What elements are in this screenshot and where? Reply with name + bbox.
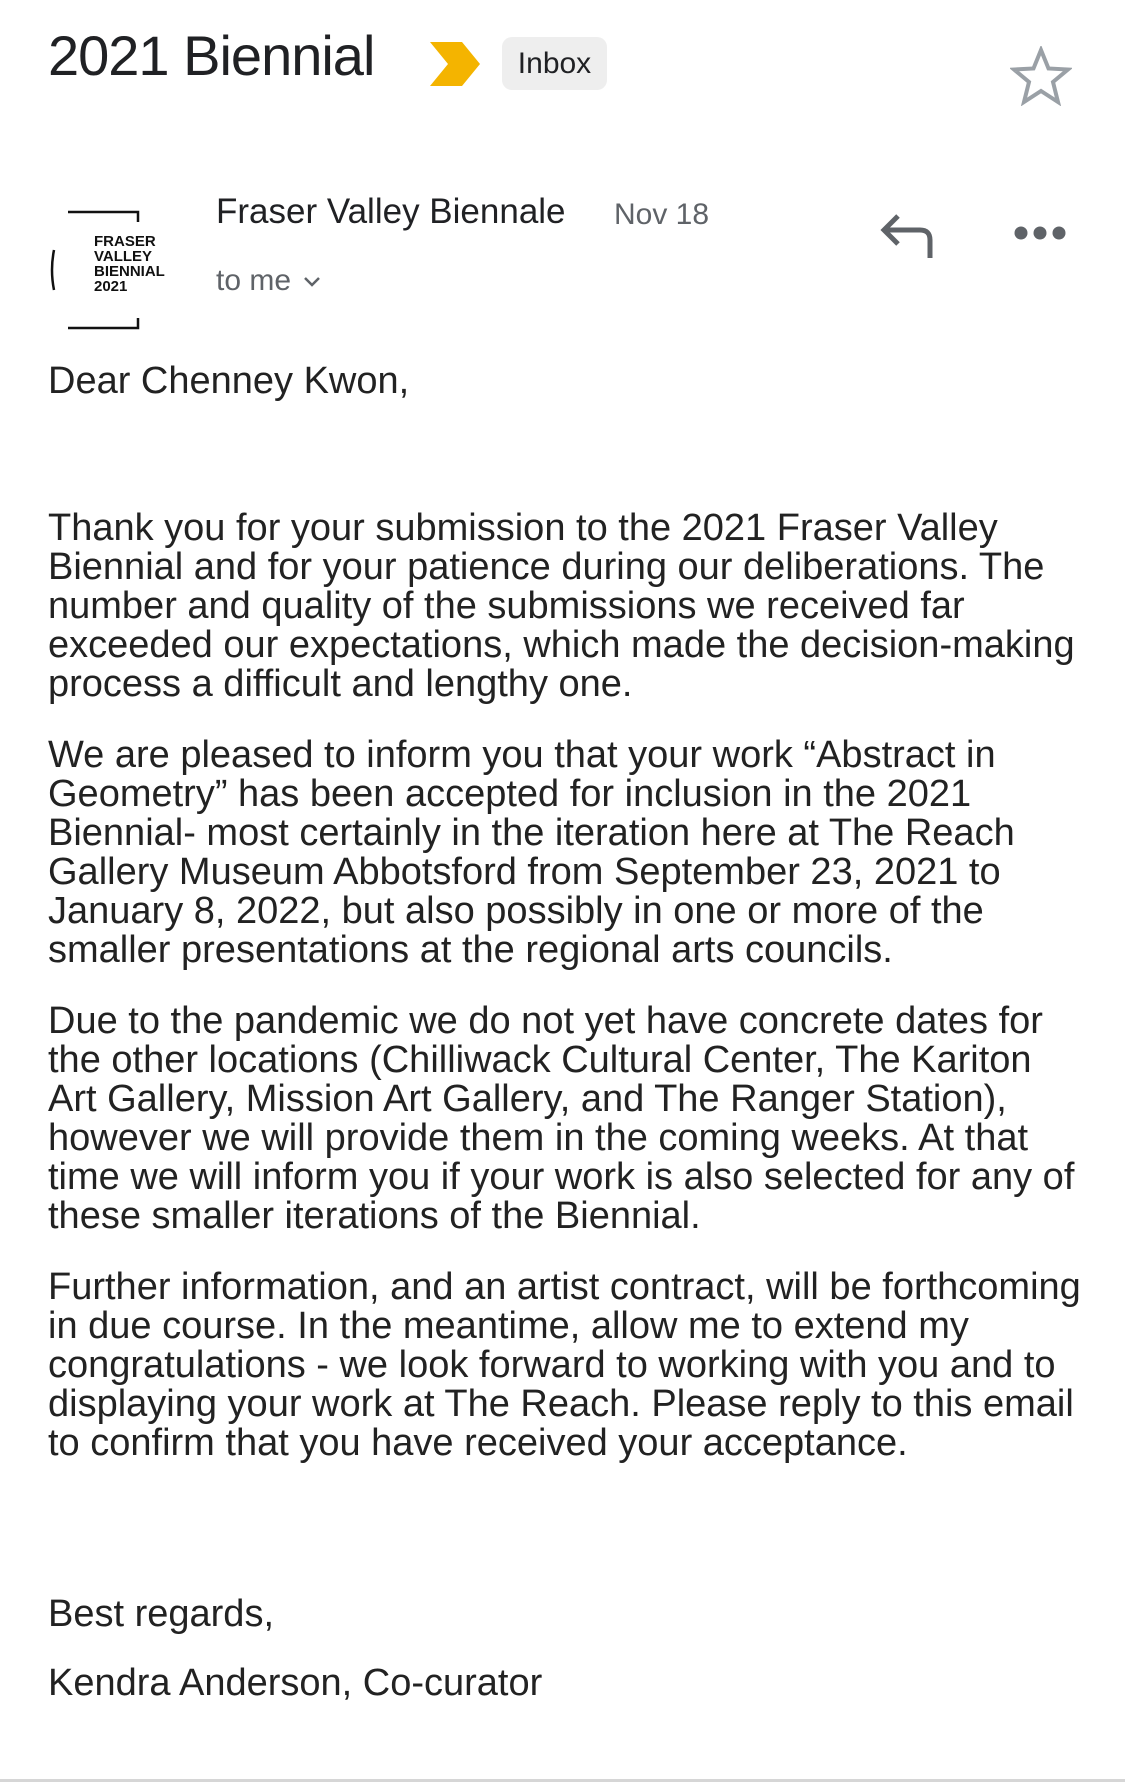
chevron-down-icon	[303, 276, 321, 288]
body-paragraph: We are pleased to inform you that your work “Abstract in Geometry” has been accepted for inclusion in the 2021 Biennial- most certainly in the iteration here at The Reach Gallery Museum Abbotsford from September 23, 2021 to January 8, 2022, but also possibly in one or more of the smaller presentations at the regional arts councils.	[48, 734, 1015, 971]
body-paragraph: Further information, and an artist contract, will be forthcoming in due course. In the meantime, allow me to extend my congratulations - we look forward to working with you and to displaying your work at The Reach. Please reply to this email to confirm that you have received your acceptance.	[48, 1266, 1081, 1464]
email-subject: 2021 Biennial	[48, 24, 375, 87]
recipient-line: to me	[216, 264, 292, 297]
fraser-valley-biennial-logo	[48, 210, 168, 330]
body-paragraph: Thank you for your submission to the 2021 Fraser Valley Biennial and for your patience during our deliberations. The number and quality of the submissions we received far exceeded our expectations, which made the decision-making process a difficult and lengthy one.	[48, 507, 1075, 705]
sender-name[interactable]: Fraser Valley Biennale	[216, 192, 566, 231]
email-body	[48, 362, 1088, 1703]
avatar-line-4: 2021	[94, 278, 128, 295]
closing: Best regards,	[48, 1593, 274, 1635]
avatar-line-3: BIENNIAL	[94, 263, 165, 280]
signature: Kendra Anderson, Co-curator	[48, 1662, 543, 1704]
greeting: Dear Chenney Kwon,	[48, 360, 410, 402]
body-paragraph: Due to the pandemic we do not yet have concrete dates for the other locations (Chilliwack Cultural Center, The Kariton Art Gallery, Mission Art Gallery, and The Ranger Station), however we will provide them in the coming weeks. At that time we will inform you if your work is also selected for any of these smaller iterations of the Biennial.	[48, 1000, 1075, 1237]
sender-avatar[interactable]	[48, 210, 168, 330]
avatar-line-1: FRASER	[94, 233, 156, 250]
recipient-details-toggle[interactable]	[216, 264, 321, 298]
reply-icon[interactable]	[878, 210, 938, 260]
more-options-icon[interactable]	[1012, 220, 1068, 246]
important-chevron-icon[interactable]	[428, 42, 482, 86]
message-date: Nov 18	[614, 198, 710, 231]
star-outline-icon[interactable]	[1010, 46, 1072, 106]
avatar-line-2: VALLEY	[94, 248, 153, 265]
inbox-label-chip[interactable]: Inbox	[502, 37, 607, 90]
